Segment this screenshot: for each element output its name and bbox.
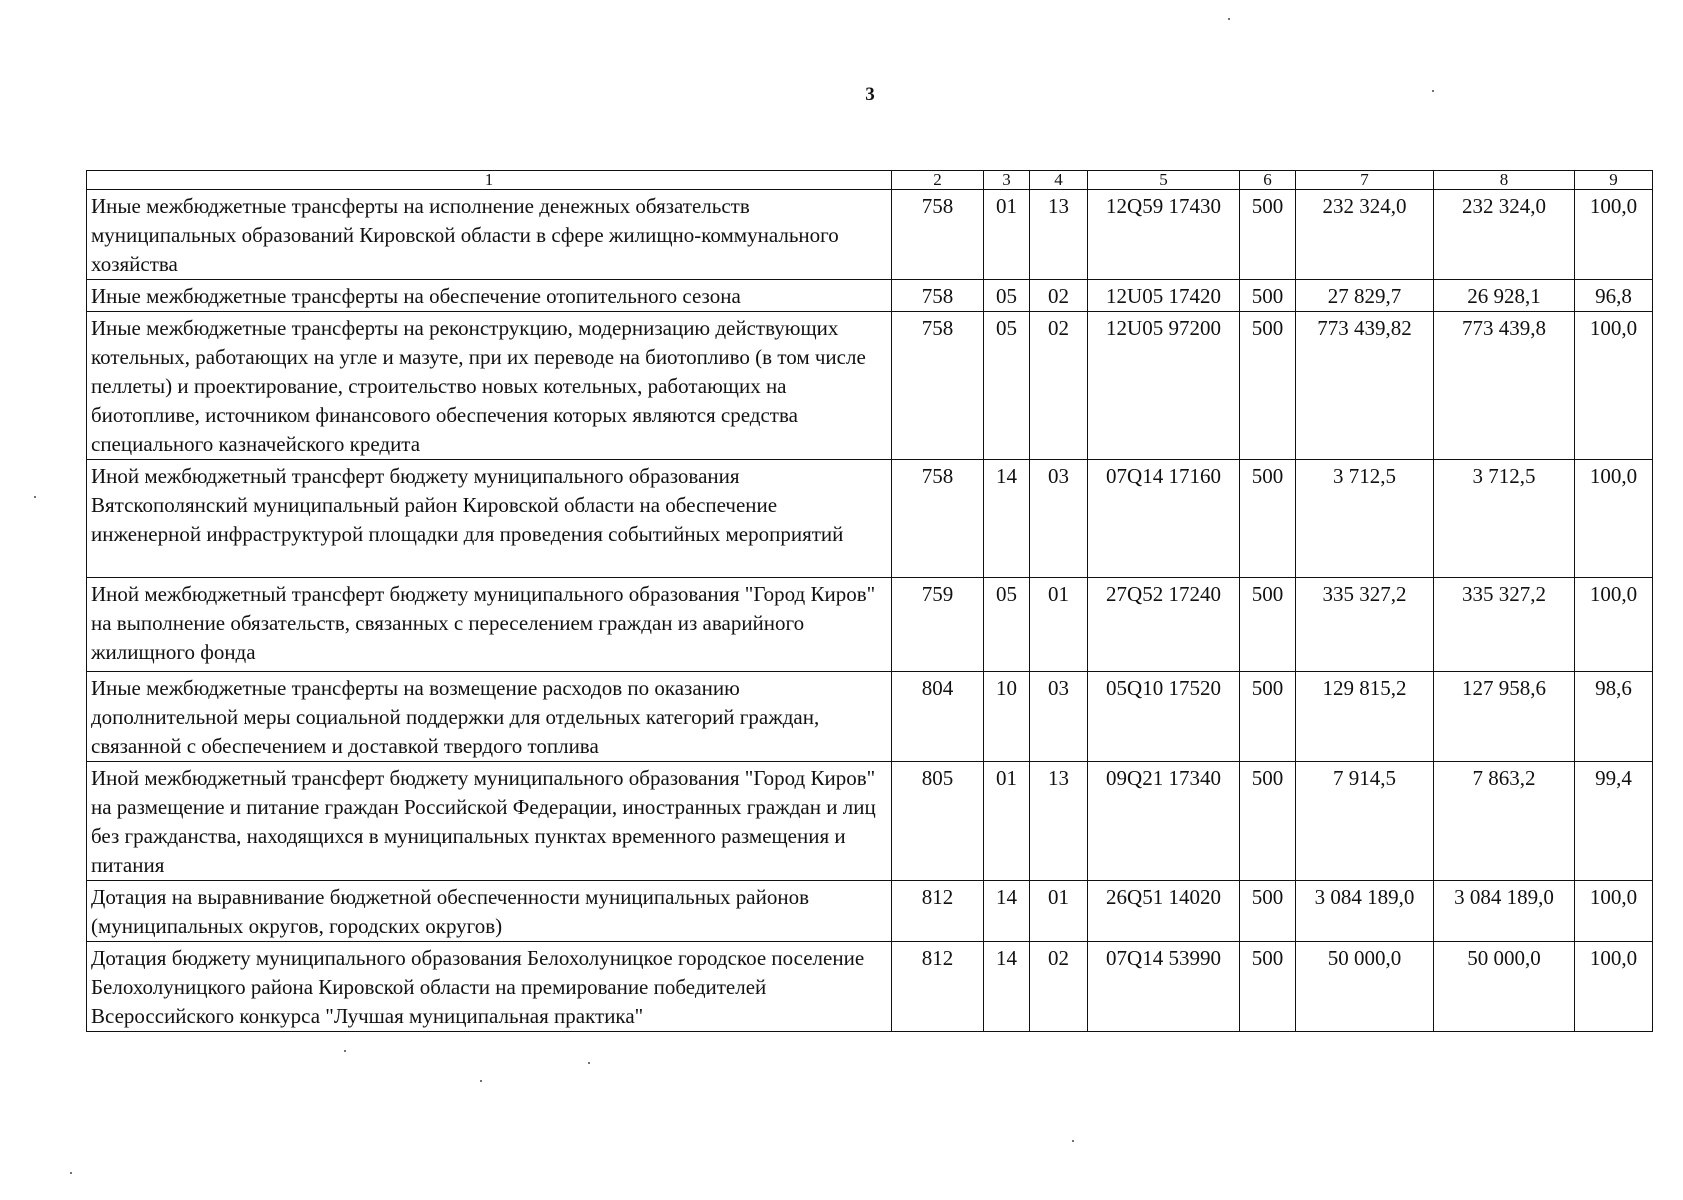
- row-expense-type: 500: [1240, 312, 1296, 460]
- row-percent: 99,4: [1575, 762, 1653, 881]
- row-actual-amount: 3 712,5: [1434, 460, 1575, 578]
- row-name: Дотация на выравнивание бюджетной обеспеченности муниципальных районов (муниципальных округов, городских округов): [87, 881, 892, 942]
- row-target-article: 07Q14 53990: [1088, 942, 1240, 1032]
- row-planned-amount: 3 712,5: [1296, 460, 1434, 578]
- table-header: [87, 171, 1653, 190]
- row-subsection: 03: [1030, 460, 1088, 578]
- row-subsection: 02: [1030, 280, 1088, 312]
- table-row: [87, 280, 1653, 312]
- row-subsection: 02: [1030, 312, 1088, 460]
- row-ministry-code: 759: [892, 578, 984, 672]
- row-section: 14: [984, 460, 1030, 578]
- row-name: Иной межбюджетный трансферт бюджету муниципального образования "Город Киров" на выполнение обязательств, связанных с переселением граждан из аварийного жилищного фонда: [87, 578, 892, 672]
- table-row: [87, 942, 1653, 1032]
- header-col-9: 9: [1575, 171, 1653, 190]
- row-target-article: 12U05 97200: [1088, 312, 1240, 460]
- row-percent: 100,0: [1575, 312, 1653, 460]
- row-section: 05: [984, 280, 1030, 312]
- scan-speck: [588, 1062, 590, 1064]
- row-actual-amount: 3 084 189,0: [1434, 881, 1575, 942]
- table-row: [87, 672, 1653, 762]
- header-col-1: 1: [87, 171, 892, 190]
- row-expense-type: 500: [1240, 280, 1296, 312]
- row-name: Дотация бюджету муниципального образования Белохолуницкое городское поселение Белохолуницкого района Кировской области на премирование победителей Всероссийского конкурса "Лучшая муниципальная практика": [87, 942, 892, 1032]
- table-row: [87, 762, 1653, 881]
- row-planned-amount: 129 815,2: [1296, 672, 1434, 762]
- row-subsection: 01: [1030, 578, 1088, 672]
- row-expense-type: 500: [1240, 578, 1296, 672]
- row-name: Иной межбюджетный трансферт бюджету муниципального образования Вятскополянский муниципальный район Кировской области на обеспечение инженерной инфраструктурой площадки для проведения событийных мероприятий: [87, 460, 892, 578]
- row-name: Иной межбюджетный трансферт бюджету муниципального образования "Город Киров" на размещение и питание граждан Российской Федерации, иностранных граждан и лиц без гражданства, находящихся в муниципальных пунктах временного размещения и питания: [87, 762, 892, 881]
- row-section: 14: [984, 942, 1030, 1032]
- table-row: [87, 881, 1653, 942]
- row-section: 01: [984, 190, 1030, 280]
- scan-speck: [1072, 1140, 1074, 1142]
- row-target-article: 07Q14 17160: [1088, 460, 1240, 578]
- row-planned-amount: 335 327,2: [1296, 578, 1434, 672]
- row-section: 10: [984, 672, 1030, 762]
- row-target-article: 05Q10 17520: [1088, 672, 1240, 762]
- row-name: Иные межбюджетные трансферты на обеспечение отопительного сезона: [87, 280, 892, 312]
- row-planned-amount: 7 914,5: [1296, 762, 1434, 881]
- header-col-5: 5: [1088, 171, 1240, 190]
- row-ministry-code: 812: [892, 881, 984, 942]
- header-col-8: 8: [1434, 171, 1575, 190]
- row-ministry-code: 804: [892, 672, 984, 762]
- table-body: [87, 190, 1653, 1032]
- row-expense-type: 500: [1240, 881, 1296, 942]
- table-row: [87, 460, 1653, 578]
- header-col-4: 4: [1030, 171, 1088, 190]
- header-col-6: 6: [1240, 171, 1296, 190]
- row-percent: 100,0: [1575, 942, 1653, 1032]
- row-ministry-code: 758: [892, 312, 984, 460]
- row-name: Иные межбюджетные трансферты на возмещение расходов по оказанию дополнительной меры социальной поддержки для отдельных категорий граждан, связанной с обеспечением и доставкой твердого топлива: [87, 672, 892, 762]
- row-actual-amount: 127 958,6: [1434, 672, 1575, 762]
- row-percent: 100,0: [1575, 881, 1653, 942]
- scan-speck: [1432, 90, 1434, 92]
- row-percent: 100,0: [1575, 460, 1653, 578]
- row-section: 05: [984, 578, 1030, 672]
- scan-speck: [480, 1080, 482, 1082]
- row-expense-type: 500: [1240, 672, 1296, 762]
- row-planned-amount: 232 324,0: [1296, 190, 1434, 280]
- row-target-article: 12U05 17420: [1088, 280, 1240, 312]
- table-row: [87, 190, 1653, 280]
- row-ministry-code: 758: [892, 280, 984, 312]
- row-target-article: 27Q52 17240: [1088, 578, 1240, 672]
- header-col-3: 3: [984, 171, 1030, 190]
- row-actual-amount: 50 000,0: [1434, 942, 1575, 1032]
- row-planned-amount: 773 439,82: [1296, 312, 1434, 460]
- row-percent: 100,0: [1575, 578, 1653, 672]
- row-ministry-code: 812: [892, 942, 984, 1032]
- header-col-7: 7: [1296, 171, 1434, 190]
- row-section: 14: [984, 881, 1030, 942]
- row-planned-amount: 27 829,7: [1296, 280, 1434, 312]
- page-number: 3: [865, 84, 875, 105]
- row-planned-amount: 50 000,0: [1296, 942, 1434, 1032]
- row-expense-type: 500: [1240, 942, 1296, 1032]
- budget-transfers-table: [86, 170, 1653, 1032]
- row-section: 05: [984, 312, 1030, 460]
- row-actual-amount: 335 327,2: [1434, 578, 1575, 672]
- row-actual-amount: 26 928,1: [1434, 280, 1575, 312]
- row-actual-amount: 773 439,8: [1434, 312, 1575, 460]
- row-actual-amount: 7 863,2: [1434, 762, 1575, 881]
- row-planned-amount: 3 084 189,0: [1296, 881, 1434, 942]
- row-ministry-code: 758: [892, 190, 984, 280]
- row-expense-type: 500: [1240, 190, 1296, 280]
- row-subsection: 13: [1030, 190, 1088, 280]
- scan-speck: [344, 1050, 346, 1052]
- header-row: [87, 171, 1653, 190]
- row-subsection: 01: [1030, 881, 1088, 942]
- row-percent: 96,8: [1575, 280, 1653, 312]
- row-name: Иные межбюджетные трансферты на исполнение денежных обязательств муниципальных образований Кировской области в сфере жилищно-коммунального хозяйства: [87, 190, 892, 280]
- header-col-2: 2: [892, 171, 984, 190]
- table-row: [87, 578, 1653, 672]
- scan-speck: [34, 496, 36, 498]
- row-ministry-code: 805: [892, 762, 984, 881]
- row-subsection: 03: [1030, 672, 1088, 762]
- row-percent: 98,6: [1575, 672, 1653, 762]
- row-subsection: 02: [1030, 942, 1088, 1032]
- row-subsection: 13: [1030, 762, 1088, 881]
- row-ministry-code: 758: [892, 460, 984, 578]
- row-percent: 100,0: [1575, 190, 1653, 280]
- row-expense-type: 500: [1240, 762, 1296, 881]
- row-section: 01: [984, 762, 1030, 881]
- row-target-article: 12Q59 17430: [1088, 190, 1240, 280]
- row-expense-type: 500: [1240, 460, 1296, 578]
- row-target-article: 09Q21 17340: [1088, 762, 1240, 881]
- table-row: [87, 312, 1653, 460]
- scan-speck: [70, 1172, 72, 1174]
- scan-speck: [1228, 18, 1230, 20]
- row-target-article: 26Q51 14020: [1088, 881, 1240, 942]
- row-name: Иные межбюджетные трансферты на реконструкцию, модернизацию действующих котельных, работающих на угле и мазуте, при их переводе на биотопливо (в том числе пеллеты) и проектирование, строительство новых котельных, работающих на биотопливе, источником финансового обеспечения которых являются средства специального казначейского кредита: [87, 312, 892, 460]
- row-actual-amount: 232 324,0: [1434, 190, 1575, 280]
